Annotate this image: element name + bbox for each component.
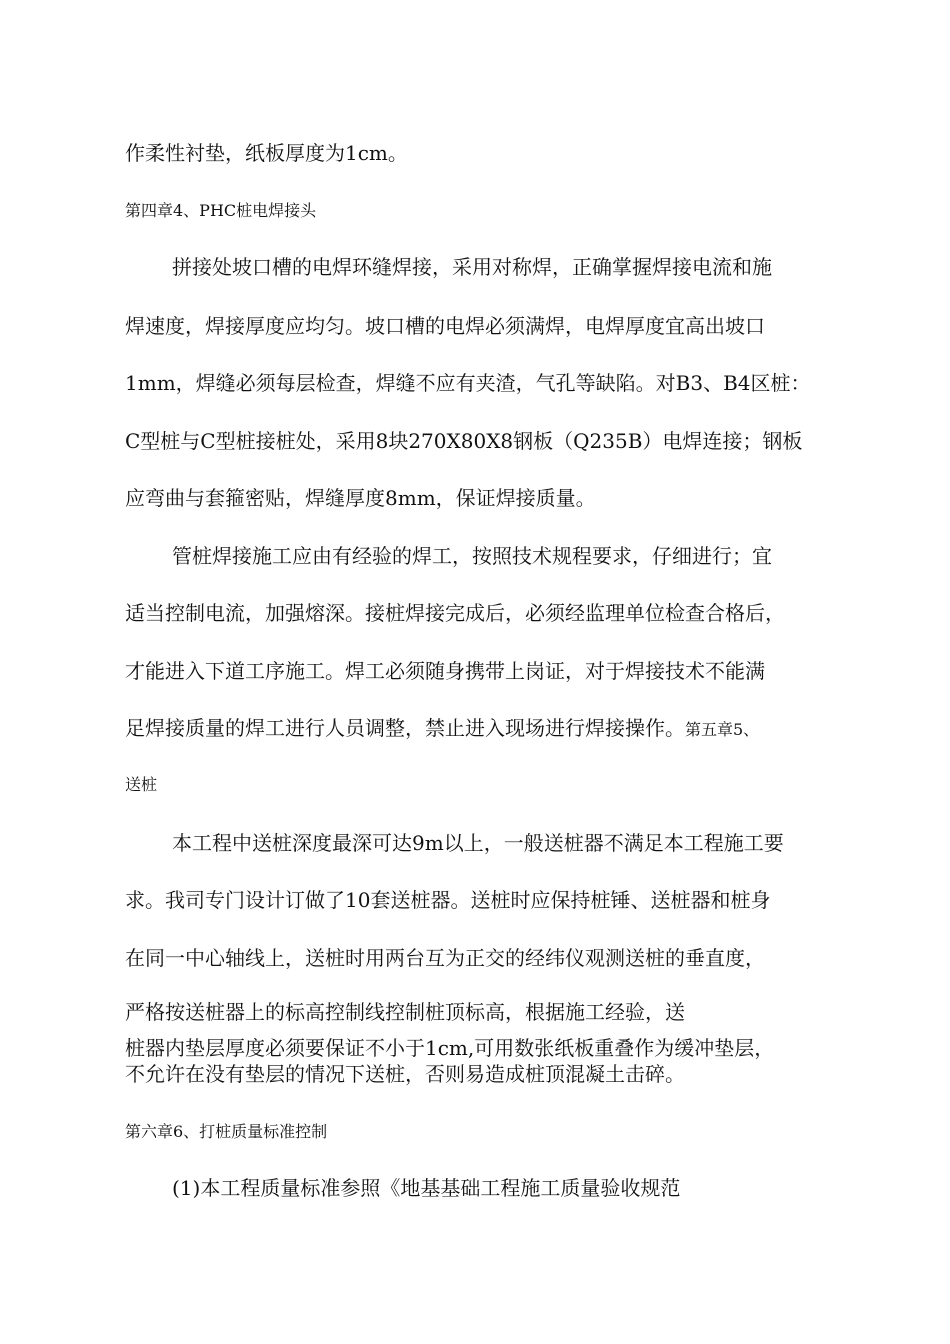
text-line: 求。我司专门设计订做了10套送桩器。送桩时应保持桩锤、送桩器和桩身 [125, 888, 771, 912]
text-line: 在同一中心轴线上，送桩时用两台互为正交的经纬仪观测送桩的垂直度， [125, 946, 765, 970]
text-line: 应弯曲与套箍密贴，焊缝厚度8mm，保证焊接质量。 [125, 486, 596, 510]
text-line: (1)本工程质量标准参照《地基基础工程施工质量验收规范 [172, 1176, 681, 1200]
chapter-5-heading-continued: 送桩 [125, 775, 158, 794]
text-line [125, 715, 759, 743]
text-line: 才能进入下道工序施工。焊工必须随身携带上岗证，对于焊接技术不能满 [125, 659, 765, 683]
chapter-5-heading: 第五章5、 [685, 720, 760, 739]
text-line: 严格按送桩器上的标高控制线控制桩顶标高，根据施工经验，送 [125, 1000, 685, 1024]
chapter-6-heading: 第六章6、打桩质量标准控制 [125, 1122, 328, 1141]
text-line: 本工程中送桩深度最深可达9m以上，一般送桩器不满足本工程施工要 [172, 831, 784, 855]
paragraph-fragment: 作柔性衬垫，纸板厚度为1cm。 [125, 141, 408, 165]
text-line: 管桩焊接施工应由有经验的焊工，按照技术规程要求，仔细进行；宜 [172, 544, 772, 568]
text-line: 适当控制电流，加强熔深。接桩焊接完成后，必须经监理单位检查合格后， [125, 601, 785, 625]
text-line: C型桩与C型桩接桩处，采用8块270X80X8钢板（Q235B）电焊连接；钢板 [125, 429, 803, 453]
text-line: 1mm，焊缝必须每层检查，焊缝不应有夹渣，气孔等缺陷。对B3、B4区桩： [125, 371, 811, 395]
text-line: 焊速度，焊接厚度应均匀。坡口槽的电焊必须满焊，电焊厚度宜高出坡口 [125, 314, 765, 338]
chapter-4-heading: 第四章4、PHC桩电焊接头 [125, 201, 317, 220]
text-run: 足焊接质量的焊工进行人员调整，禁止进入现场进行焊接操作。 [125, 716, 685, 740]
text-line: 拼接处坡口槽的电焊环缝焊接，采用对称焊，正确掌握焊接电流和施 [172, 255, 772, 279]
text-line: 桩器内垫层厚度必须要保证不小于1cm,可用数张纸板重叠作为缓冲垫层， [125, 1036, 775, 1060]
text-line: 不允许在没有垫层的情况下送桩，否则易造成桩顶混凝土击碎。 [125, 1062, 685, 1086]
